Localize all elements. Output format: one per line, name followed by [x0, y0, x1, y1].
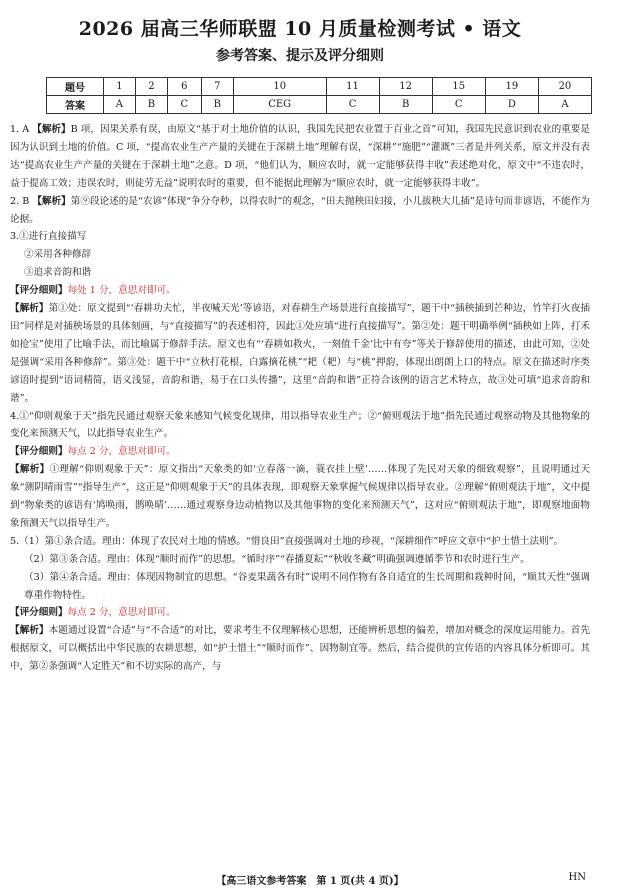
scoring-tag: 【评分细则】: [10, 285, 68, 297]
scoring-rule: [10, 443, 590, 461]
answer-point: ③追求音韵和谐: [24, 267, 92, 279]
table-header-answer: 答案: [47, 96, 104, 114]
question-number: 2. B: [10, 195, 30, 207]
question-number: 1. A: [10, 124, 30, 135]
analysis-text: ①理解“仰则观象于天”：原文指出“天象类的如‘立春落一滴，蓑衣挂上壁’……体现了先民对天象的细致观察”，且说明通过天象“测阴晴雨雪”“指导生产”，这正是“仰则观象于天”的具体表现，即观察天象掌握气候规律以指导农业。②理解“俯则观法于地”，文中提到“物象类的谚语有‘鸠唤雨，鹊唤晴’……通过观察身边动植物以及其他事物的变化来预测天气”，这对应“俯则观法于地”，即观察地面物象预测天气以指导生产。: [10, 464, 590, 529]
page-title: 2026 届高三华师联盟 10 月质量检测考试 • 语文: [78, 18, 522, 40]
scoring-tag: 【评分细则】: [10, 446, 68, 458]
table-cell: 20: [538, 78, 591, 96]
table-cell: CEG: [233, 96, 326, 114]
answer-q5-part2: （2）第③条合适。理由：体现“顺时而作”的思想。“循时序”“春播夏耘”“秋收冬藏”明确强调遵循季节和农时进行生产。: [24, 553, 530, 565]
table-cell: B: [201, 96, 233, 114]
table-cell: B: [379, 96, 432, 114]
answer-q5-part1: 5.（1）第①条合适。理由：体现了农民对土地的情感。“惜良田”直接强调对土地的珍视，“深耕细作”呼应文章中“护土惜土法则”。: [10, 535, 564, 547]
answer-q1: [10, 121, 590, 193]
answer-q5-part3: （3）第④条合适。理由：体现因物制宜的思想。“谷麦果蔬各有时”说明不同作物有各自适宜的生长周期和栽种时间，“顺其天性”强调尊重作物特性。: [24, 571, 590, 601]
table-row-numbers: [47, 78, 592, 96]
table-cell: D: [485, 96, 538, 114]
scoring-rule: [10, 282, 590, 300]
answer-table: [46, 77, 592, 114]
table-cell: C: [168, 96, 201, 114]
table-row-answers: [47, 96, 592, 114]
answer-point: ①进行直接描写: [19, 231, 87, 243]
page-footer: [0, 872, 620, 887]
scoring-rule: [10, 604, 590, 622]
table-cell: 19: [485, 78, 538, 96]
answer-q2: [10, 193, 590, 229]
table-cell: 2: [135, 78, 167, 96]
scoring-text: 每点 2 分，意思对即可。: [67, 446, 176, 458]
table-cell: B: [135, 96, 167, 114]
scoring-text: 每处 1 分，意思对即可。: [67, 285, 176, 297]
answer-page: [0, 14, 620, 895]
table-header-question: 题号: [47, 78, 104, 96]
analysis-tag: 【解析】: [10, 303, 49, 315]
analysis-text: B 项，因果关系有误，由原文“基于对土地价值的认识，我国先民把农业置于百业之首”可知，我国先民意识到农业的重要是因为认识到土地的价值。C 项，“提高农业生产产量的关键在于深耕土地”理解有误，“深耕”“施肥”“灌溉”三者是并列关系，原文并没有表达“提高农业生产产量的关键在于深耕土地”之意。D 项，“他们认为，顺应农时，就一定能够获得丰收”表述绝对化，原文中“不违农时，益于提高工效；违误农时，则徒劳无益”说明农时的重要，但不能据此理解为“顺应农时，就一定能够获得丰收”。: [10, 124, 590, 189]
answer-point: ②采用各种修辞: [24, 249, 92, 261]
question-number: 4.: [10, 410, 20, 422]
footer-region-code: HN: [568, 872, 586, 883]
analysis-paragraph: [10, 300, 590, 407]
answer-q4: [10, 408, 590, 444]
scoring-text: 每点 2 分，意思对即可。: [67, 607, 176, 619]
table-cell: 10: [233, 78, 326, 96]
analysis-paragraph: [10, 622, 590, 676]
answer-body: [10, 121, 590, 676]
analysis-text: 第⑨段论述的是“农谚”体现“争分夺秒，以得农时”的观念，“田夫抛秧田妇接，小儿拔秧大儿插”是诗句而非谚语，不能作为论据。: [10, 195, 590, 225]
scoring-tag: 【评分细则】: [10, 607, 68, 619]
analysis-tag: 【解析】: [10, 625, 49, 637]
page-subtitle: 参考答案、提示及评分细则: [216, 48, 384, 64]
answer-q3: [10, 228, 590, 246]
table-cell: 11: [326, 78, 379, 96]
table-cell: C: [432, 96, 485, 114]
footer-page-info: 【高三语文参考答案 第 1 页(共 4 页)】: [216, 876, 404, 887]
analysis-tag: 【解析】: [32, 124, 71, 135]
table-cell: 7: [201, 78, 233, 96]
table-cell: A: [538, 96, 591, 114]
analysis-tag: 【解析】: [10, 464, 50, 476]
table-cell: A: [104, 96, 136, 114]
table-cell: 6: [168, 78, 201, 96]
table-cell: 12: [379, 78, 432, 96]
analysis-text: 第①处：原文提到“‘春耕功夫忙，半夜喊天光’等谚语，对春耕生产场景进行直接描写”，题干中“插秧插到芒种边，竹竿打火夜插田”同样是对插秧场景的具体刻画，与“直接描写”的表述相符，因此①处应填“进行直接描写”。第②处：题干明确举例“插秧如上阵，打禾如抢宝”使用了比喻手法，而比喻属于修辞手法。原文也有“‘春耕如救火，一刻值千金’比中有夸”等关于修辞使用的描述，由此可知，②处是强调“采用各种修辞”。第③处：题干中“立秋打花根，白露摘花桃”“耙（耙）与“桃”押韵，体现出朗朗上口的特点。原文在描述时序类谚语时提到“语词精简，语义浅显，音韵和谐，易于在口头传播”，这里“音韵和谐”正符合该例的语言艺术特点，故③处可填“追求音韵和谐”。: [10, 303, 591, 404]
question-number: 3.: [10, 231, 20, 243]
table-cell: C: [326, 96, 379, 114]
analysis-paragraph: [10, 461, 590, 533]
table-cell: 15: [432, 78, 485, 96]
analysis-tag: 【解析】: [32, 195, 71, 207]
analysis-text: 本题通过设置“合适”与“不合适”的对比，要求考生不仅理解核心思想，还能辨析思想的偏差，增加对概念的深度运用能力。首先根据原文，可以概括出中华民族的农耕思想，如“护土惜土”“顺时而作”、因物制宜等。然后，结合提供的宣传语的内容具体分析即可。其中，第②条强调“人定胜天”和不切实际的高产，与: [10, 625, 590, 673]
answer-text: ①“仰则观象于天”指先民通过观察天象来感知气候变化规律，用以指导农业生产；②“俯则观法于地”指先民通过观察动物及其他物象的变化来预测天气，以此指导农业生产。: [10, 410, 590, 440]
table-cell: 1: [104, 78, 136, 96]
